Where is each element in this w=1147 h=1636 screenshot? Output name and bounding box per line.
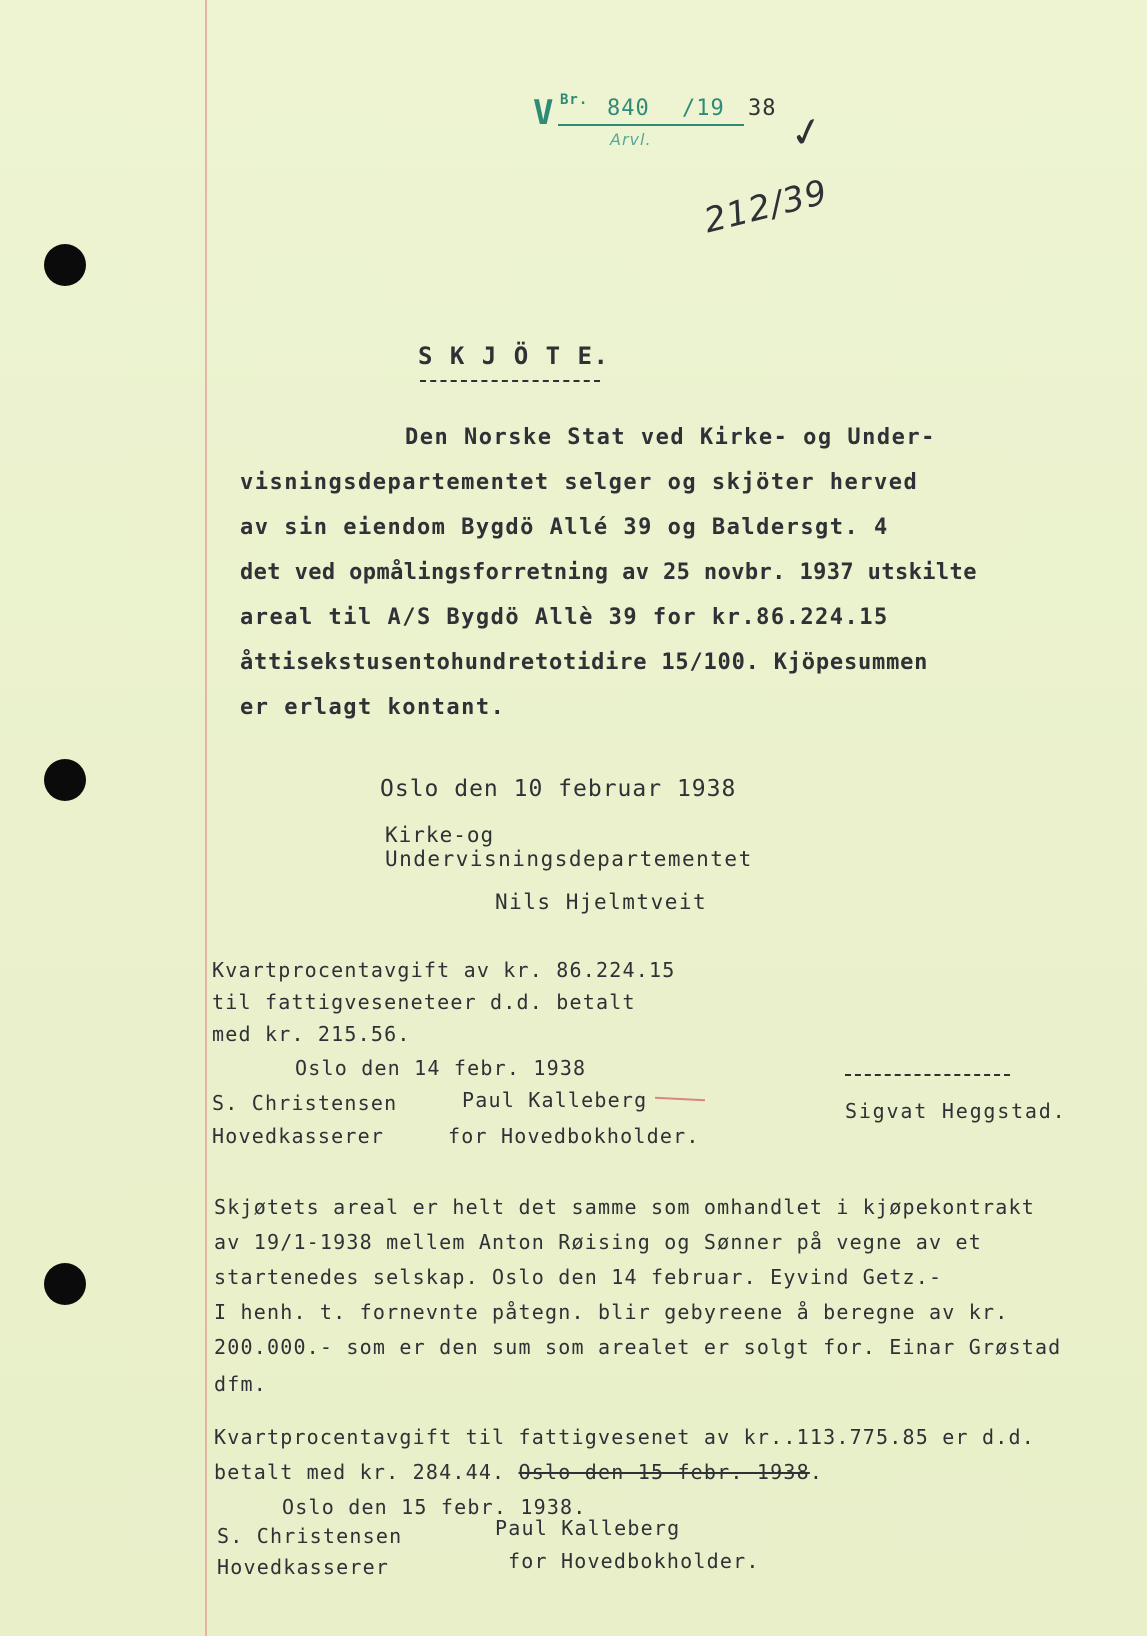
stamp-prefix: Br. xyxy=(560,92,589,108)
body-line: areal til A/S Bygdö Allè 39 for kr.86.224.15 xyxy=(240,605,889,630)
fee-line-end: . xyxy=(809,1460,824,1484)
struck-date: Oslo den 15 febr. 1938 xyxy=(518,1460,810,1484)
handwritten-reference: 212/39 xyxy=(700,172,832,242)
note-line: startenedes selskap. Oslo den 14 februar. Eyvind Getz.- xyxy=(214,1265,943,1289)
note-line: I henh. t. fornevnte påtegn. blir gebyreene å beregne av kr. xyxy=(214,1300,1009,1324)
fee-date: Oslo den 15 febr. 1938. xyxy=(282,1495,587,1519)
punch-hole-bottom xyxy=(44,1263,86,1305)
stamp-number: 840 xyxy=(607,96,650,121)
stamp-letter: V xyxy=(533,93,554,133)
fee-date: Oslo den 14 febr. 1938 xyxy=(295,1056,587,1080)
fee-line: Kvartprocentavgift til fattigvesenet av kr..113.775.85 er d.d. xyxy=(214,1425,1035,1449)
stamp-underline xyxy=(558,124,744,126)
stamp-year: 38 xyxy=(748,96,777,121)
place-date: Oslo den 10 februar 1938 xyxy=(380,776,737,802)
fee-line: til fattigveseneteer d.d. betalt xyxy=(212,990,636,1014)
third-signature: Sigvat Heggstad. xyxy=(845,1099,1067,1123)
body-line: av sin eiendom Bygdö Allé 39 og Baldersgt. 4 xyxy=(240,515,889,540)
title-underline xyxy=(420,380,600,382)
punch-hole-top xyxy=(44,244,86,286)
body-line: er erlagt kontant. xyxy=(240,695,506,720)
document-title: S K J Ö T E. xyxy=(418,342,610,370)
fee-line-2 xyxy=(214,1460,823,1484)
minister-signature: Nils Hjelmtveit xyxy=(495,890,708,914)
bookkeeper-title: for Hovedbokholder. xyxy=(508,1549,760,1573)
bookkeeper-title: for Hovedbokholder. xyxy=(448,1124,700,1148)
body-line: åttisekstusentohundretotidire 15/100. Kjöpesummen xyxy=(240,650,929,675)
punch-hole-middle xyxy=(44,759,86,801)
bookkeeper-name: Paul Kalleberg xyxy=(462,1088,648,1112)
margin-line xyxy=(205,0,207,1636)
cashier-title: Hovedkasserer xyxy=(212,1124,385,1148)
stamp-subscript: Arvl. xyxy=(610,130,652,149)
fee-line: med kr. 215.56. xyxy=(212,1022,411,1046)
note-line: 200.000.- som er den sum som arealet er solgt for. Einar Grøstad xyxy=(214,1335,1062,1359)
body-line: det ved opmålingsforretning av 25 novbr. 1937 utskilte xyxy=(240,560,977,585)
note-line: av 19/1-1938 mellem Anton Røising og Sønner på vegne av et xyxy=(214,1230,982,1254)
cashier-name: S. Christensen xyxy=(212,1091,398,1115)
signature-line xyxy=(845,1074,1010,1076)
stamp-page: /19 xyxy=(682,96,725,121)
checkmark: ✓ xyxy=(785,106,829,160)
department-line: Undervisningsdepartementet xyxy=(385,847,753,871)
body-line: visningsdepartementet selger og skjöter herved xyxy=(240,470,919,495)
fee-paid-text: betalt med kr. 284.44. xyxy=(214,1460,519,1484)
bookkeeper-name: Paul Kalleberg xyxy=(495,1516,681,1540)
note-line: dfm. xyxy=(214,1372,267,1396)
cashier-name: S. Christensen xyxy=(217,1524,403,1548)
fee-line: Kvartprocentavgift av kr. 86.224.15 xyxy=(212,958,676,982)
note-line: Skjøtets areal er helt det samme som omhandlet i kjøpekontrakt xyxy=(214,1195,1035,1219)
body-line: Den Norske Stat ved Kirke- og Under- xyxy=(405,425,936,450)
cashier-title: Hovedkasserer xyxy=(217,1555,390,1579)
department-line: Kirke-og xyxy=(385,823,495,847)
